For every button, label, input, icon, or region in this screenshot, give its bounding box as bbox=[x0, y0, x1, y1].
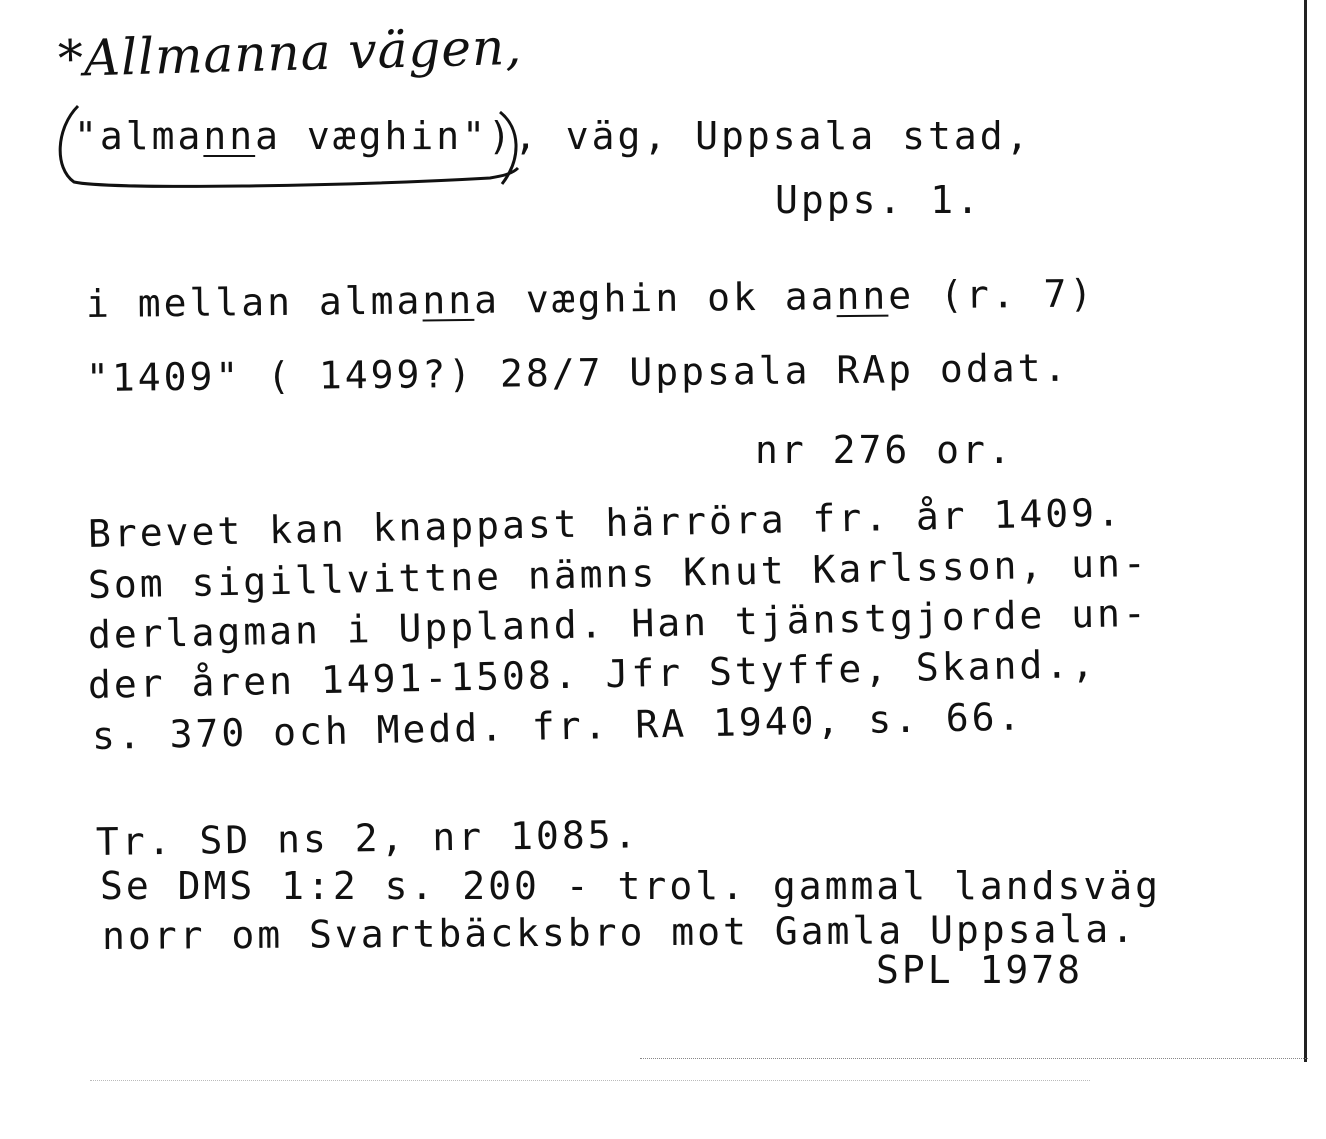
card-bottom-edge bbox=[640, 1058, 1308, 1060]
note-line-5: s. 370 och Medd. fr. RA 1940, s. 66. bbox=[91, 694, 1024, 758]
edition-reference: Tr. SD ns 2, nr 1085. bbox=[95, 812, 640, 864]
place-description: , väg, Uppsala stad, bbox=[513, 114, 1032, 158]
note-line-4: der åren 1491-1508. Jfr Styffe, Skand., bbox=[87, 641, 1098, 707]
note-line-3: derlagman i Uppland. Han tjänstgjorde un- bbox=[87, 590, 1150, 657]
scan-dotted-edge bbox=[90, 1080, 1090, 1082]
card-line-4: "1409" ( 1499?) 28/7 Uppsala RAp odat. bbox=[85, 345, 1070, 400]
quoted-form: "almanna væghin") bbox=[74, 114, 514, 158]
card-line-2: Upps. 1. bbox=[775, 178, 983, 222]
card-line-3: i mellan almanna væghin ok aanne (r. 7) bbox=[85, 271, 1096, 326]
signature-year: SPL 1978 bbox=[876, 948, 1084, 992]
see-also-line-2: norr om Svartbäcksbro mot Gamla Uppsala. bbox=[101, 906, 1138, 958]
card-line-5: nr 276 or. bbox=[755, 428, 1014, 472]
handwritten-heading: *Allmanna vägen, bbox=[57, 17, 523, 88]
card-right-edge bbox=[1304, 0, 1307, 1062]
see-also-line-1: Se DMS 1:2 s. 200 - trol. gammal landsväg bbox=[100, 864, 1161, 908]
card-line-1 bbox=[74, 114, 1032, 158]
note-line-2: Som sigillvittne nämns Knut Karlsson, un- bbox=[87, 540, 1150, 607]
note-line-1: Brevet kan knappast härröra fr. år 1409. bbox=[87, 490, 1124, 556]
